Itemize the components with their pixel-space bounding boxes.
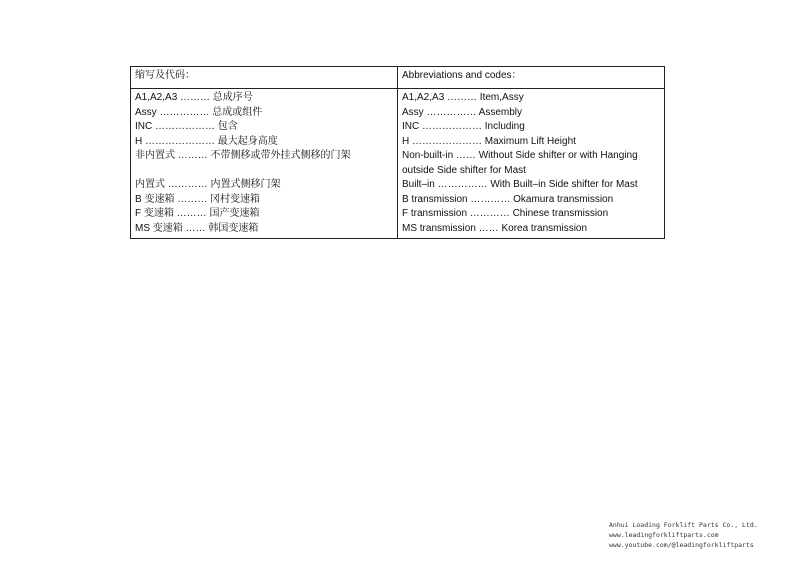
footer-youtube-link[interactable]: www.youtube.com/@leadingforkliftparts	[609, 541, 754, 549]
en-line-ms-transmission: MS transmission …… Korea transmission	[402, 222, 588, 234]
cn-line-built-in: 内置式 ………… 内置式侧移门架	[135, 179, 281, 190]
en-line-item-assy: A1,A2,A3 ……… Item,Assy	[402, 92, 524, 103]
english-header-cell: Abbreviations and codes：	[398, 67, 665, 89]
en-line-b-transmission: B transmission ………… Okamura transmission	[402, 193, 614, 205]
chinese-header-cell: 缩写及代码：	[131, 67, 398, 89]
en-line-f-transmission: F transmission ………… Chinese transmission	[402, 208, 609, 219]
cn-line-spacer	[135, 164, 393, 179]
cn-line-f-transmission: F 变速箱 ……… 国产变速箱	[135, 208, 260, 219]
abbreviations-table	[130, 66, 665, 239]
footer-website-link[interactable]: www.leadingforkliftparts.com	[609, 531, 719, 539]
cn-line-b-transmission: B 变速箱 ……… 冈村变速箱	[135, 193, 261, 205]
en-line-h: H ………………… Maximum Lift Height	[402, 135, 576, 147]
cn-line-non-built-in: 非内置式 ……… 不带侧移或带外挂式侧移的门架	[135, 150, 351, 161]
cn-line-h: H ………………… 最大起身高度	[135, 135, 278, 147]
footer-company-name: Anhui Loading Forklift Parts Co., Ltd.	[609, 521, 758, 529]
cn-line-inc: INC ……………… 包含	[135, 121, 238, 132]
table-body-row	[131, 89, 665, 239]
en-line-assy: Assy …………… Assembly	[402, 106, 523, 118]
english-abbreviations-cell	[398, 89, 665, 239]
cn-line-item-assy: A1,A2,A3 ……… 总成序号	[135, 92, 253, 103]
table-header-row	[131, 67, 665, 89]
en-line-inc: INC ……………… Including	[402, 121, 525, 132]
cn-line-assy: Assy …………… 总成或组件	[135, 106, 263, 118]
cn-line-ms-transmission: MS 变速箱 …… 韩国变速箱	[135, 222, 259, 234]
company-footer	[609, 520, 758, 550]
en-line-non-built-in: Non-built-in …… Without Side shifter or with Hanging outside Side shifter for Mast	[402, 150, 638, 176]
chinese-abbreviations-cell	[131, 89, 398, 239]
en-line-built-in: Built–in …………… With Built–in Side shifter for Mast	[402, 179, 638, 190]
